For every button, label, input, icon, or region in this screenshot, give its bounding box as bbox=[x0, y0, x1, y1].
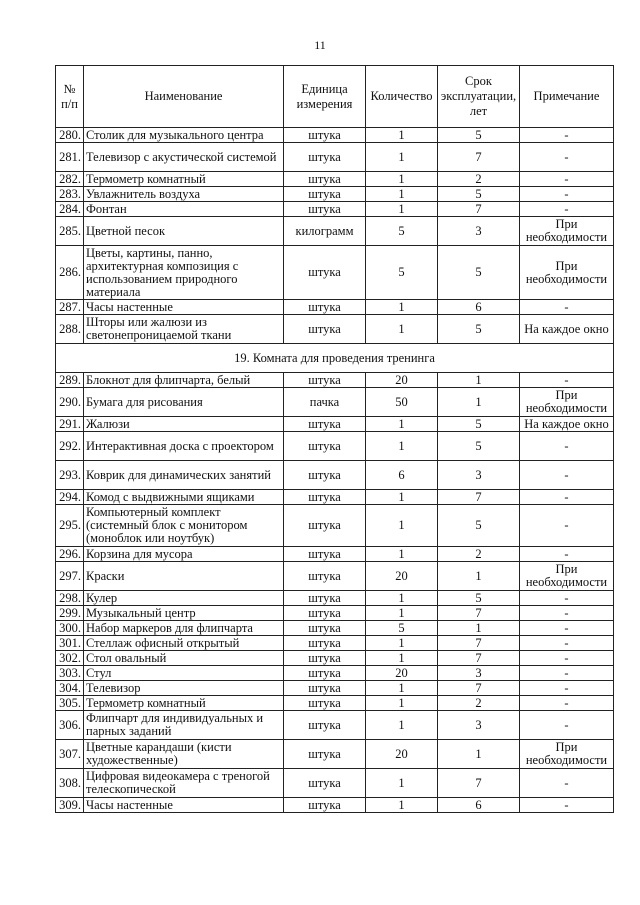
row-name: Цветной песок bbox=[84, 217, 284, 246]
row-qty: 1 bbox=[366, 187, 438, 202]
row-life: 5 bbox=[438, 246, 520, 300]
row-name: Компьютерный комплект (системный блок с монитором (моноблок или ноутбук) bbox=[84, 505, 284, 547]
row-note: - bbox=[520, 636, 614, 651]
row-unit: штука bbox=[284, 373, 366, 388]
row-qty: 1 bbox=[366, 202, 438, 217]
row-name: Интерактивная доска с проектором bbox=[84, 432, 284, 461]
row-life: 6 bbox=[438, 798, 520, 813]
row-unit: штука bbox=[284, 651, 366, 666]
row-note: - bbox=[520, 666, 614, 681]
table-row bbox=[56, 461, 614, 490]
row-life: 1 bbox=[438, 621, 520, 636]
row-unit: штука bbox=[284, 591, 366, 606]
row-name: Термометр комнатный bbox=[84, 696, 284, 711]
row-unit: штука bbox=[284, 505, 366, 547]
row-name: Блокнот для флипчарта, белый bbox=[84, 373, 284, 388]
row-qty: 1 bbox=[366, 696, 438, 711]
row-number: 293. bbox=[56, 461, 84, 490]
row-number: 303. bbox=[56, 666, 84, 681]
row-note: - bbox=[520, 606, 614, 621]
table-row bbox=[56, 591, 614, 606]
table-row bbox=[56, 681, 614, 696]
row-life: 3 bbox=[438, 217, 520, 246]
row-number: 287. bbox=[56, 300, 84, 315]
row-number: 281. bbox=[56, 143, 84, 172]
row-number: 304. bbox=[56, 681, 84, 696]
row-number: 298. bbox=[56, 591, 84, 606]
row-life: 1 bbox=[438, 562, 520, 591]
row-qty: 6 bbox=[366, 461, 438, 490]
row-name: Музыкальный центр bbox=[84, 606, 284, 621]
row-name: Цветные карандаши (кисти художественные) bbox=[84, 740, 284, 769]
row-name: Комод с выдвижными ящиками bbox=[84, 490, 284, 505]
table-row bbox=[56, 636, 614, 651]
row-number: 305. bbox=[56, 696, 84, 711]
row-note: - bbox=[520, 711, 614, 740]
row-unit: штука bbox=[284, 417, 366, 432]
row-unit: штука bbox=[284, 246, 366, 300]
row-qty: 1 bbox=[366, 769, 438, 798]
row-qty: 20 bbox=[366, 666, 438, 681]
row-unit: штука bbox=[284, 606, 366, 621]
row-name: Цифровая видеокамера с треногой телескопической bbox=[84, 769, 284, 798]
row-life: 5 bbox=[438, 315, 520, 344]
row-life: 5 bbox=[438, 432, 520, 461]
row-number: 283. bbox=[56, 187, 84, 202]
row-note: - bbox=[520, 651, 614, 666]
table-header-row bbox=[56, 66, 614, 128]
row-note: При необходимости bbox=[520, 740, 614, 769]
row-note: - bbox=[520, 373, 614, 388]
row-name: Столик для музыкального центра bbox=[84, 128, 284, 143]
row-name: Жалюзи bbox=[84, 417, 284, 432]
row-unit: килограмм bbox=[284, 217, 366, 246]
row-name: Бумага для рисования bbox=[84, 388, 284, 417]
row-note: - bbox=[520, 621, 614, 636]
row-note: На каждое окно bbox=[520, 417, 614, 432]
row-note: - bbox=[520, 696, 614, 711]
row-number: 299. bbox=[56, 606, 84, 621]
row-unit: штука bbox=[284, 143, 366, 172]
row-name: Кулер bbox=[84, 591, 284, 606]
table-row bbox=[56, 432, 614, 461]
row-qty: 1 bbox=[366, 547, 438, 562]
row-unit: штука bbox=[284, 315, 366, 344]
row-name: Цветы, картины, панно, архитектурная композиция с использованием природного материала bbox=[84, 246, 284, 300]
row-life: 7 bbox=[438, 651, 520, 666]
row-note: - bbox=[520, 432, 614, 461]
table-row bbox=[56, 711, 614, 740]
row-unit: штука bbox=[284, 740, 366, 769]
row-name: Коврик для динамических занятий bbox=[84, 461, 284, 490]
table-row bbox=[56, 187, 614, 202]
row-qty: 1 bbox=[366, 300, 438, 315]
row-number: 296. bbox=[56, 547, 84, 562]
row-number: 295. bbox=[56, 505, 84, 547]
row-note: - bbox=[520, 681, 614, 696]
header-unit: Единица измерения bbox=[284, 66, 366, 128]
table-row bbox=[56, 547, 614, 562]
table-row bbox=[56, 505, 614, 547]
row-unit: штука bbox=[284, 202, 366, 217]
row-life: 6 bbox=[438, 300, 520, 315]
header-num: № п/п bbox=[56, 66, 84, 128]
row-life: 7 bbox=[438, 490, 520, 505]
row-note: При необходимости bbox=[520, 388, 614, 417]
table-row bbox=[56, 769, 614, 798]
row-qty: 20 bbox=[366, 740, 438, 769]
table-row bbox=[56, 246, 614, 300]
row-name: Увлажнитель воздуха bbox=[84, 187, 284, 202]
row-number: 308. bbox=[56, 769, 84, 798]
row-number: 290. bbox=[56, 388, 84, 417]
row-name: Стеллаж офисный открытый bbox=[84, 636, 284, 651]
table-row bbox=[56, 143, 614, 172]
row-qty: 1 bbox=[366, 432, 438, 461]
row-name: Стул bbox=[84, 666, 284, 681]
table-row bbox=[56, 373, 614, 388]
row-unit: штука bbox=[284, 621, 366, 636]
row-unit: штука bbox=[284, 711, 366, 740]
row-life: 7 bbox=[438, 769, 520, 798]
row-qty: 1 bbox=[366, 606, 438, 621]
row-unit: штука bbox=[284, 490, 366, 505]
row-unit: штука bbox=[284, 562, 366, 591]
row-number: 300. bbox=[56, 621, 84, 636]
row-qty: 1 bbox=[366, 490, 438, 505]
row-note: При необходимости bbox=[520, 562, 614, 591]
row-unit: штука bbox=[284, 300, 366, 315]
table-row bbox=[56, 172, 614, 187]
row-qty: 1 bbox=[366, 128, 438, 143]
row-unit: штука bbox=[284, 769, 366, 798]
row-number: 282. bbox=[56, 172, 84, 187]
row-note: - bbox=[520, 798, 614, 813]
row-name: Часы настенные bbox=[84, 798, 284, 813]
row-note: - bbox=[520, 187, 614, 202]
row-qty: 1 bbox=[366, 681, 438, 696]
row-life: 5 bbox=[438, 505, 520, 547]
row-life: 1 bbox=[438, 740, 520, 769]
row-name: Телевизор bbox=[84, 681, 284, 696]
row-number: 301. bbox=[56, 636, 84, 651]
row-qty: 20 bbox=[366, 562, 438, 591]
row-number: 306. bbox=[56, 711, 84, 740]
row-name: Набор маркеров для флипчарта bbox=[84, 621, 284, 636]
header-life: Срок эксплуатации, лет bbox=[438, 66, 520, 128]
table-row bbox=[56, 666, 614, 681]
row-life: 3 bbox=[438, 711, 520, 740]
equipment-table bbox=[55, 65, 614, 813]
header-qty: Количество bbox=[366, 66, 438, 128]
row-unit: штука bbox=[284, 666, 366, 681]
row-qty: 5 bbox=[366, 246, 438, 300]
row-life: 3 bbox=[438, 666, 520, 681]
table-row bbox=[56, 562, 614, 591]
row-number: 309. bbox=[56, 798, 84, 813]
table-row bbox=[56, 740, 614, 769]
row-unit: штука bbox=[284, 128, 366, 143]
table-row bbox=[56, 621, 614, 636]
header-note: Примечание bbox=[520, 66, 614, 128]
row-name: Шторы или жалюзи из светонепроницаемой ткани bbox=[84, 315, 284, 344]
row-life: 5 bbox=[438, 187, 520, 202]
row-life: 1 bbox=[438, 388, 520, 417]
row-note: - bbox=[520, 547, 614, 562]
row-qty: 1 bbox=[366, 172, 438, 187]
row-name: Корзина для мусора bbox=[84, 547, 284, 562]
row-qty: 1 bbox=[366, 798, 438, 813]
row-life: 2 bbox=[438, 172, 520, 187]
row-note: - bbox=[520, 490, 614, 505]
row-life: 7 bbox=[438, 681, 520, 696]
table-row bbox=[56, 606, 614, 621]
row-life: 5 bbox=[438, 128, 520, 143]
row-note: - bbox=[520, 505, 614, 547]
row-number: 302. bbox=[56, 651, 84, 666]
row-note: На каждое окно bbox=[520, 315, 614, 344]
row-note: - bbox=[520, 769, 614, 798]
row-unit: штука bbox=[284, 636, 366, 651]
row-life: 7 bbox=[438, 636, 520, 651]
row-number: 284. bbox=[56, 202, 84, 217]
row-qty: 5 bbox=[366, 621, 438, 636]
row-note: - bbox=[520, 143, 614, 172]
row-note: При необходимости bbox=[520, 246, 614, 300]
table-row bbox=[56, 202, 614, 217]
row-name: Краски bbox=[84, 562, 284, 591]
row-number: 291. bbox=[56, 417, 84, 432]
table-row bbox=[56, 798, 614, 813]
row-number: 280. bbox=[56, 128, 84, 143]
table-row bbox=[56, 417, 614, 432]
table-row bbox=[56, 217, 614, 246]
row-note: - bbox=[520, 128, 614, 143]
row-name: Часы настенные bbox=[84, 300, 284, 315]
row-note: - bbox=[520, 172, 614, 187]
row-unit: штука bbox=[284, 432, 366, 461]
row-number: 286. bbox=[56, 246, 84, 300]
row-life: 7 bbox=[438, 606, 520, 621]
row-unit: штука bbox=[284, 798, 366, 813]
row-number: 289. bbox=[56, 373, 84, 388]
row-qty: 1 bbox=[366, 591, 438, 606]
row-name: Фонтан bbox=[84, 202, 284, 217]
row-number: 307. bbox=[56, 740, 84, 769]
section-row bbox=[56, 344, 614, 373]
row-qty: 1 bbox=[366, 315, 438, 344]
row-life: 7 bbox=[438, 143, 520, 172]
row-life: 5 bbox=[438, 417, 520, 432]
row-note: - bbox=[520, 591, 614, 606]
table-row bbox=[56, 490, 614, 505]
row-qty: 1 bbox=[366, 636, 438, 651]
row-unit: штука bbox=[284, 187, 366, 202]
row-life: 7 bbox=[438, 202, 520, 217]
row-unit: штука bbox=[284, 696, 366, 711]
header-name: Наименование bbox=[84, 66, 284, 128]
table-body bbox=[56, 128, 614, 813]
row-number: 294. bbox=[56, 490, 84, 505]
row-life: 3 bbox=[438, 461, 520, 490]
table-row bbox=[56, 300, 614, 315]
row-name: Стол овальный bbox=[84, 651, 284, 666]
row-life: 2 bbox=[438, 696, 520, 711]
row-qty: 20 bbox=[366, 373, 438, 388]
row-note: - bbox=[520, 202, 614, 217]
table-row bbox=[56, 651, 614, 666]
row-name: Флипчарт для индивидуальных и парных заданий bbox=[84, 711, 284, 740]
row-qty: 1 bbox=[366, 143, 438, 172]
table-row bbox=[56, 128, 614, 143]
page-number: 11 bbox=[314, 38, 326, 52]
table-row bbox=[56, 315, 614, 344]
row-qty: 50 bbox=[366, 388, 438, 417]
row-qty: 1 bbox=[366, 651, 438, 666]
row-unit: штука bbox=[284, 681, 366, 696]
row-qty: 1 bbox=[366, 505, 438, 547]
row-number: 292. bbox=[56, 432, 84, 461]
row-note: При необходимости bbox=[520, 217, 614, 246]
row-name: Телевизор с акустической системой bbox=[84, 143, 284, 172]
row-note: - bbox=[520, 461, 614, 490]
row-unit: штука bbox=[284, 461, 366, 490]
row-number: 285. bbox=[56, 217, 84, 246]
row-qty: 5 bbox=[366, 217, 438, 246]
row-number: 288. bbox=[56, 315, 84, 344]
row-life: 5 bbox=[438, 591, 520, 606]
table-row bbox=[56, 388, 614, 417]
row-life: 2 bbox=[438, 547, 520, 562]
row-unit: штука bbox=[284, 172, 366, 187]
row-life: 1 bbox=[438, 373, 520, 388]
row-name: Термометр комнатный bbox=[84, 172, 284, 187]
row-qty: 1 bbox=[366, 711, 438, 740]
row-unit: пачка bbox=[284, 388, 366, 417]
row-number: 297. bbox=[56, 562, 84, 591]
row-note: - bbox=[520, 300, 614, 315]
table-row bbox=[56, 696, 614, 711]
row-unit: штука bbox=[284, 547, 366, 562]
row-qty: 1 bbox=[366, 417, 438, 432]
section-title: 19. Комната для проведения тренинга bbox=[56, 344, 614, 373]
